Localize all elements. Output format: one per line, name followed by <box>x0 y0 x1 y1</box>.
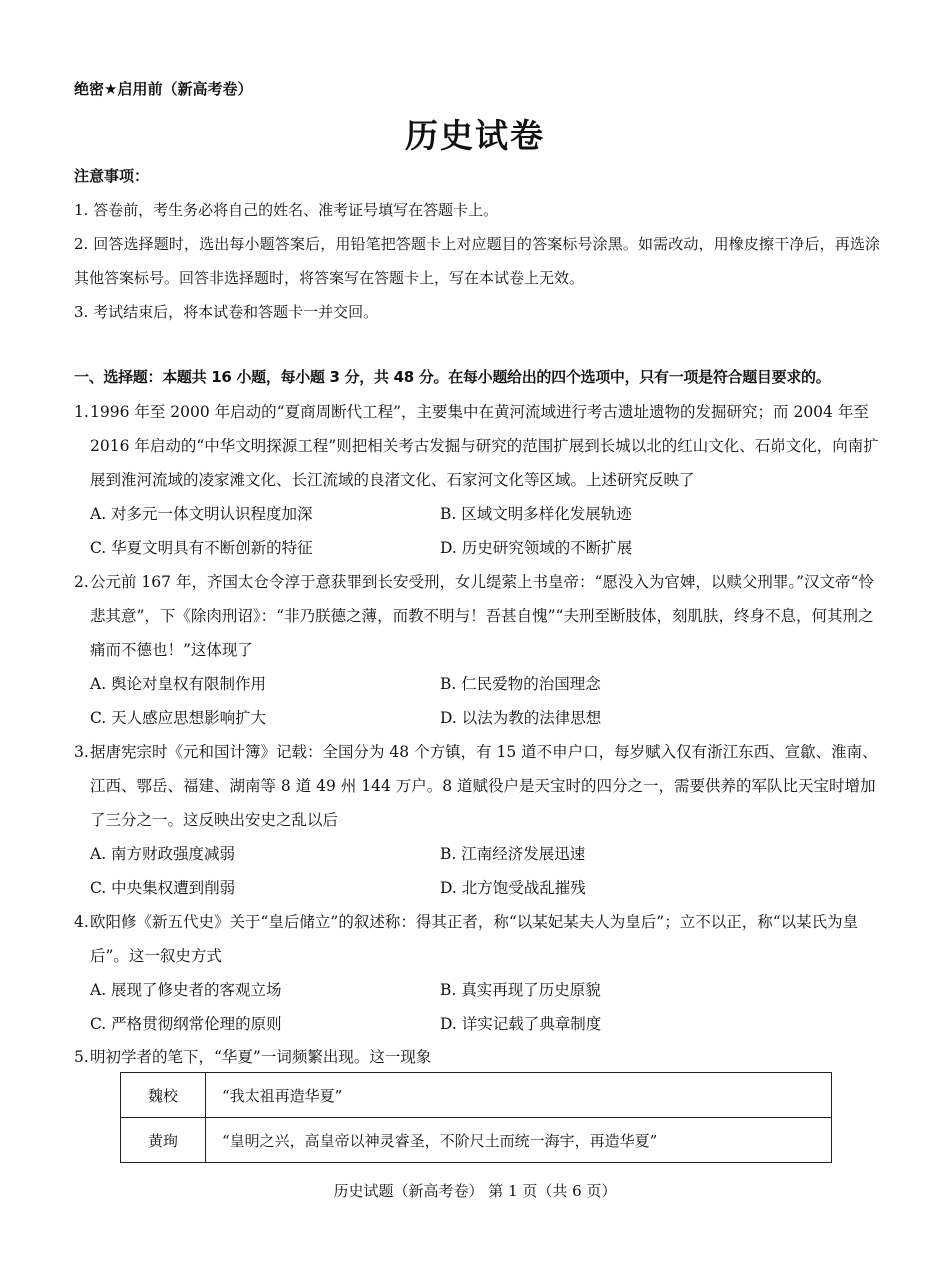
option-b: B. 江南经济发展迅速 <box>440 845 586 863</box>
table-row <box>121 1073 832 1118</box>
question-text: 公元前 167 年，齐国太仓令淳于意获罪到长安受刑，女儿缇萦上书皇帝：“愿没入为官婢，以赎父刑罪。”汉文帝“怜悲其意”，下《除肉刑诏》：“非乃朕德之薄，而教不明与！吾甚自愧”“夫刑至断肢体，刻肌肤，终身不息，何其刑之痛而不德也！”这体现了 <box>90 573 874 659</box>
question-1 <box>74 395 880 497</box>
question-number: 3. <box>74 743 89 761</box>
question-text: 欧阳修《新五代史》关于“皇后储立”的叙述称：得其正者，称“以某妃某夫人为皇后”；立不以正，称“以某氏为皇后”。这一叙史方式 <box>90 913 859 965</box>
section-heading: 一、选择题：本题共 16 小题，每小题 3 分，共 48 分。在每小题给出的四个选项中，只有一项是符合题目要求的。 <box>74 368 831 386</box>
notice-item-2: 2. 回答选择题时，选出每小题答案后，用铅笔把答题卡上对应题目的答案标号涂黑。如需改动，用橡皮擦干净后，再选涂其他答案标号。回答非选择题时，将答案写在答题卡上，写在本试卷上无效。 <box>74 235 880 287</box>
notice-heading: 注意事项： <box>74 167 150 185</box>
option-b: B. 真实再现了历史原貌 <box>440 981 601 999</box>
question-number: 1. <box>74 403 89 421</box>
question-text: 明初学者的笔下，“华夏”一词频繁出现。这一现象 <box>90 1048 432 1066</box>
question-5 <box>74 1040 880 1074</box>
scholar-quote: “我太祖再造华夏” <box>206 1073 832 1118</box>
question-number: 5. <box>74 1048 89 1066</box>
option-a: A. 舆论对皇权有限制作用 <box>90 675 267 693</box>
question-2-options-row-1 <box>90 667 880 701</box>
question-2 <box>74 565 880 667</box>
scholar-quote: “皇明之兴，高皇帝以神灵睿圣，不阶尺土而统一海宇，再造华夏” <box>206 1118 832 1163</box>
option-a: A. 对多元一体文明认识程度加深 <box>90 505 313 523</box>
notice-item-3: 3. 考试结束后，将本试卷和答题卡一并交回。 <box>74 303 379 321</box>
question-2-options-row-2 <box>90 701 880 735</box>
secret-label: 绝密★启用前（新高考卷） <box>74 80 253 98</box>
page-title: 历史试卷 <box>405 116 545 155</box>
option-d: D. 历史研究领域的不断扩展 <box>440 539 633 557</box>
question-1-options-row-2 <box>90 531 880 565</box>
question-text: 据唐宪宗时《元和国计簿》记载：全国分为 48 个方镇，有 15 道不申户口，每岁赋入仅有浙江东西、宣歙、淮南、江西、鄂岳、福建、湖南等 8 道 49 州 144 万户。8 道赋役户是天宝时的四分之一，需要供养的军队比天宝时增加了三分之一。这反映出安史之乱以后 <box>90 743 878 829</box>
option-d: D. 详实记载了典章制度 <box>440 1015 602 1033</box>
option-c: C. 严格贯彻纲常伦理的原则 <box>90 1015 282 1033</box>
scholar-name: 魏校 <box>121 1073 206 1118</box>
question-3 <box>74 735 880 837</box>
question-3-options-row-2 <box>90 871 880 905</box>
option-b: B. 区域文明多样化发展轨迹 <box>440 505 632 523</box>
question-1-options-row-1 <box>90 497 880 531</box>
question-3-options-row-1 <box>90 837 880 871</box>
option-b: B. 仁民爱物的治国理念 <box>440 675 601 693</box>
scholar-name: 黄珣 <box>121 1118 206 1163</box>
question-4-options-row-1 <box>90 973 880 1007</box>
option-a: A. 展现了修史者的客观立场 <box>90 981 282 999</box>
option-c: C. 天人感应思想影响扩大 <box>90 709 267 727</box>
question-text: 1996 年至 2000 年启动的“夏商周断代工程”，主要集中在黄河流域进行考古遗址遗物的发掘研究；而 2004 年至 2016 年启动的“中华文明探源工程”则把相关考古发掘与研究的范围扩展到长城以北的红山文化、石峁文化，向南扩展到淮河流域的凌家滩文化、长江流域的良渚文化、石家河文化等区域。上述研究反映了 <box>90 403 879 489</box>
option-d: D. 北方饱受战乱摧残 <box>440 879 586 897</box>
notice-item-1: 1. 答卷前，考生务必将自己的姓名、准考证号填写在答题卡上。 <box>74 201 499 219</box>
question-4 <box>74 905 880 973</box>
question-number: 2. <box>74 573 89 591</box>
quote-table <box>120 1072 832 1163</box>
option-a: A. 南方财政强度减弱 <box>90 845 236 863</box>
option-c: C. 华夏文明具有不断创新的特征 <box>90 539 313 557</box>
option-c: C. 中央集权遭到削弱 <box>90 879 236 897</box>
page-footer: 历史试题（新高考卷） 第 1 页（共 6 页） <box>333 1182 617 1200</box>
table-row <box>121 1118 832 1163</box>
option-d: D. 以法为教的法律思想 <box>440 709 602 727</box>
question-number: 4. <box>74 913 89 931</box>
question-4-options-row-2 <box>90 1007 880 1041</box>
